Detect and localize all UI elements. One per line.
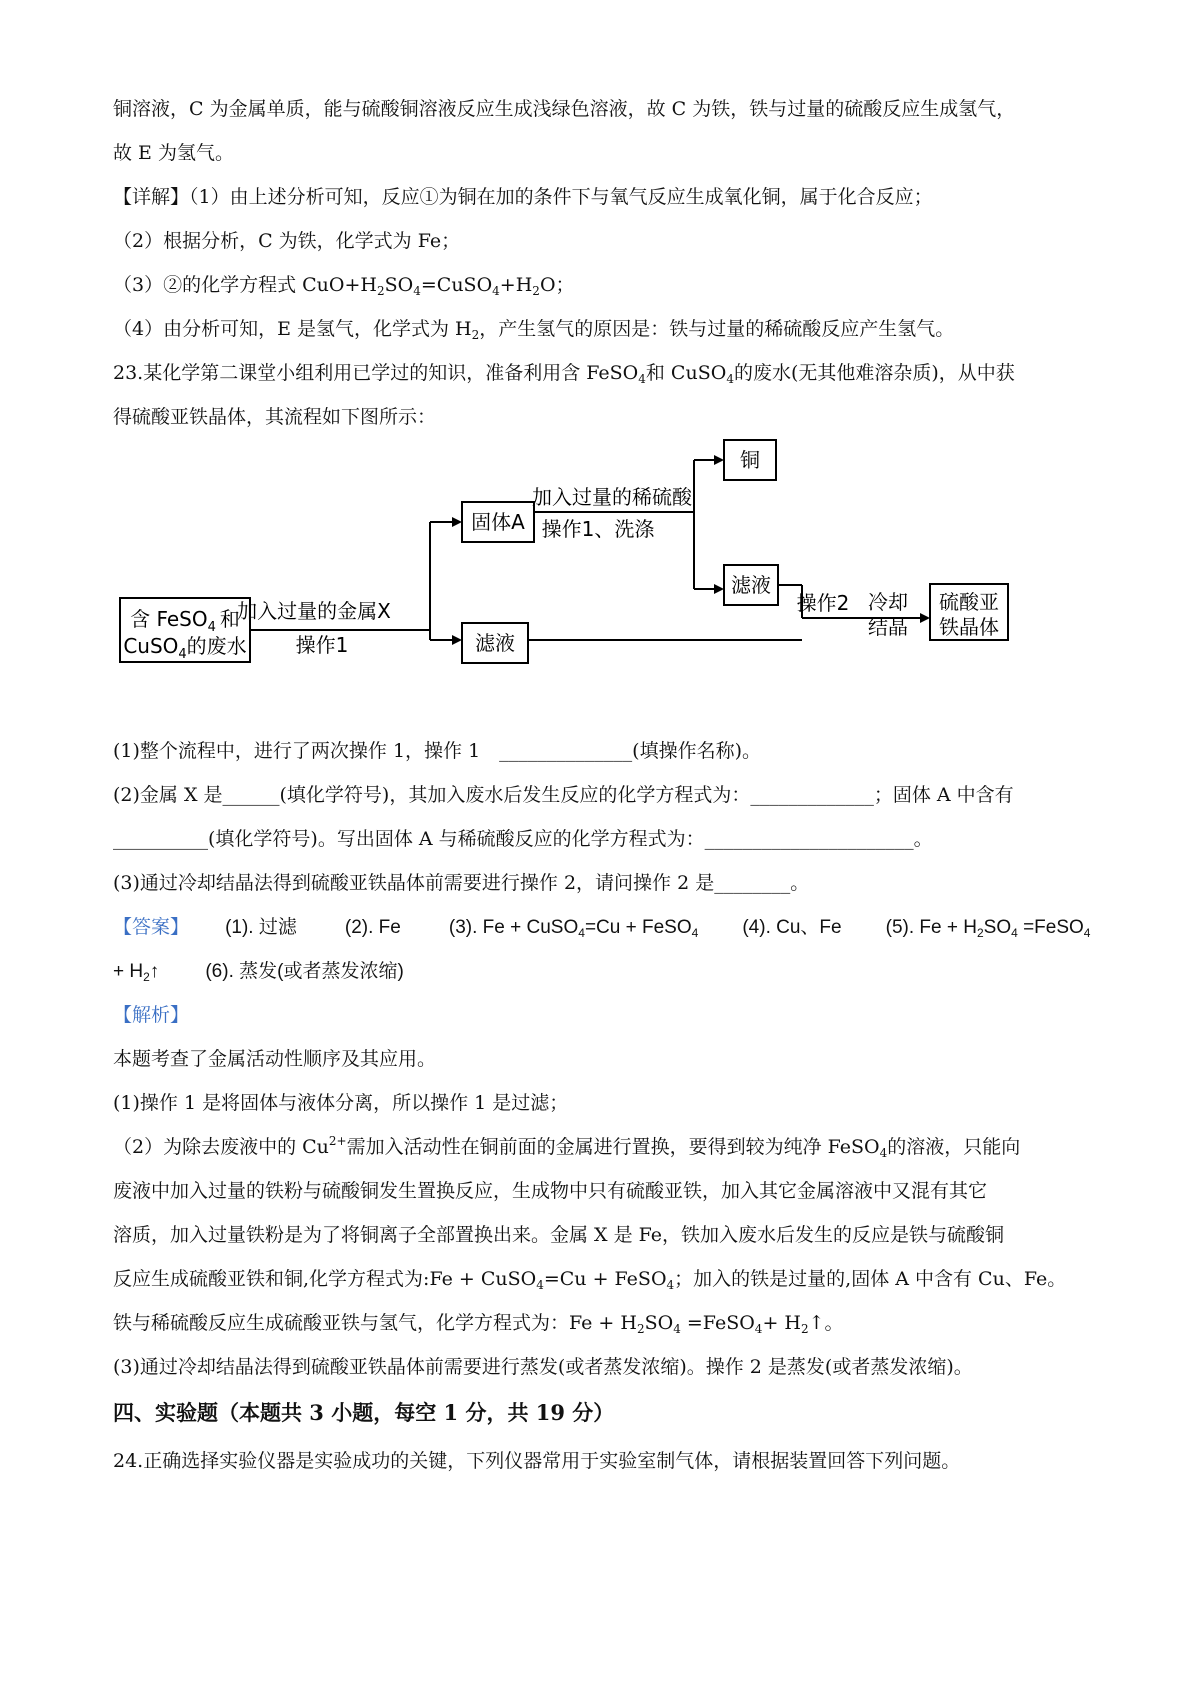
op2-label: 操作2 (796, 591, 850, 615)
q23-line-1 (113, 360, 1015, 386)
q24-line: 24.正确选择实验仪器是实验成功的关键，下列仪器常用于实验室制气体，请根据装置回答下列问题。 (113, 1450, 961, 1472)
arrow1-top-label: 加入过量的金属X (237, 599, 391, 623)
intro-line-1: 铜溶液，C 为金属单质，能与硫酸铜溶液反应生成浅绿色溶液，故 C 为铁，铁与过量的硫酸反应生成氢气， (113, 98, 1016, 120)
answer-line-1 (113, 914, 1090, 941)
answer-5-cont: + $H_2↑$ (113, 961, 160, 984)
arrow2-top-label: 加入过量的稀硫酸 (532, 485, 692, 509)
detail-line-1 (113, 184, 933, 210)
text-part: （4）由分析可知，E 是氢气，化学式为 H (113, 318, 472, 340)
text-part: 23.某化学第二课堂小组利用已学过的知识，准备利用含 FeSO (113, 362, 639, 384)
answer-1: (1). 过滤 (225, 917, 297, 938)
eq-part: （3）②的化学方程式 CuO+H (113, 274, 377, 296)
subscript: 4 (413, 284, 421, 298)
product-label-1: 硫酸亚 (939, 590, 999, 614)
analysis-line-6: 反应生成硫酸亚铁和铜,化学方程式为:Fe + CuSO$_4$=Cu + FeSO$_4$；加入的铁是过量的,固体 A 中含有 Cu、Fe。 (113, 1268, 1067, 1292)
q23-part-3: (3)通过冷却结晶法得到硫酸亚铁晶体前需要进行操作 2，请问操作 2 是________。 (113, 872, 810, 894)
answer-line-2 (113, 958, 404, 985)
subscript: 2 (532, 284, 540, 298)
analysis-line-8: (3)通过冷却结晶法得到硫酸亚铁晶体前需要进行蒸发(或者蒸发浓缩)。操作 2 是蒸发(或者蒸发浓缩)。 (113, 1356, 973, 1378)
intro-line-2: 故 E 为氢气。 (113, 142, 234, 164)
solid-a-label: 固体A (471, 510, 525, 534)
cool-label-2: 结晶 (868, 615, 908, 639)
detail-line-4 (113, 316, 954, 342)
filtrate-2-label: 滤液 (731, 573, 771, 597)
q23-line-2: 得硫酸亚铁晶体，其流程如下图所示： (113, 406, 437, 428)
analysis-line-1: 本题考查了金属活动性顺序及其应用。 (113, 1048, 437, 1070)
copper-label: 铜 (740, 448, 760, 472)
waste-water-text-2: CuSO$_4$的废水 (123, 634, 247, 662)
arrow1-bottom-label: 操作1 (295, 633, 349, 657)
detail-text-1: （1）由上述分析可知，反应①为铜在加的条件下与氧气反应生成氧化铜，属于化合反应； (189, 186, 933, 208)
eq-part: SO (384, 274, 414, 296)
arrow2-bottom-label: 操作1、洗涤 (541, 517, 655, 541)
eq-part: O； (539, 274, 575, 296)
subscript: 4 (492, 284, 500, 298)
waste-water-text-1: 含 FeSO$_4$ 和 (130, 607, 240, 635)
text-part: 和 CuSO (645, 362, 727, 384)
eq-part: +H (499, 274, 533, 296)
q23-part-1: (1)整个流程中，进行了两次操作 1，操作 1 ______________(填操作名称)。 (113, 740, 761, 762)
subscript: 2 (376, 284, 385, 298)
section-4-title: 四、实验题（本题共 3 小题，每空 1 分，共 19 分） (113, 1400, 615, 1425)
answer-tag: 【答案】 (113, 916, 190, 938)
text-part: 的废水(无其他难溶杂质)，从中获 (733, 362, 1015, 384)
detail-tag: 【详解】 (113, 186, 190, 208)
q23-part-2b: __________(填化学符号)。写出固体 A 与稀硫酸反应的化学方程式为：______________________。 (113, 828, 933, 850)
subscript: 2 (471, 328, 480, 342)
subscript: 4 (726, 372, 734, 386)
process-flow-diagram-mid (118, 512, 1048, 652)
analysis-line-7: 铁与稀硫酸反应生成硫酸亚铁与氢气，化学方程式为：$Fe + H_2SO_4$ =FeSO$_4$+ $H_2↑$。 (113, 1312, 844, 1336)
analysis-line-3: （2）为除去废液中的 $Cu^{2+}$需加入活动性在铜前面的金属进行置换，要得到较为纯净 FeSO$_4$的溶液，只能向 (113, 1134, 1021, 1160)
eq-part: =CuSO (420, 274, 493, 296)
detail-line-3 (113, 272, 575, 298)
text-part: ，产生氢气的原因是：铁与过量的稀硫酸反应产生氢气。 (479, 318, 955, 340)
arrow-head (714, 584, 724, 594)
analysis-tag: 【解析】 (113, 1004, 190, 1026)
answer-4: (4). Cu、Fe (742, 917, 842, 938)
cool-label-1: 冷却 (868, 590, 908, 614)
analysis-line-4: 废液中加入过量的铁粉与硫酸铜发生置换反应，生成物中只有硫酸亚铁，加入其它金属溶液中又混有其它 (113, 1180, 988, 1202)
analysis-line-2: (1)操作 1 是将固体与液体分离，所以操作 1 是过滤； (113, 1092, 569, 1114)
answer-5: (5). $Fe + H_2SO_4$ =FeSO$_4$ (885, 917, 1091, 940)
answer-6: (6). 蒸发(或者蒸发浓缩) (205, 961, 404, 982)
subscript: 4 (638, 372, 646, 386)
filtrate-1-label: 滤液 (475, 631, 515, 655)
process-flow-diagram-top (118, 436, 1048, 516)
detail-line-2: （2）根据分析，C 为铁，化学式为 Fe； (113, 230, 461, 252)
arrow-head (714, 455, 724, 465)
answer-2: (2). Fe (344, 917, 401, 938)
q23-part-2a: (2)金属 X 是______(填化学符号)，其加入废水后发生反应的化学方程式为：_____________；固体 A 中含有 (113, 784, 1014, 806)
product-label-2: 铁晶体 (939, 615, 999, 639)
answer-3: (3). Fe + CuSO$_4$=Cu + FeSO$_4$ (448, 917, 699, 940)
analysis-line-5: 溶质，加入过量铁粉是为了将铜离子全部置换出来。金属 X 是 Fe，铁加入废水后发生的反应是铁与硫酸铜 (113, 1224, 1005, 1246)
